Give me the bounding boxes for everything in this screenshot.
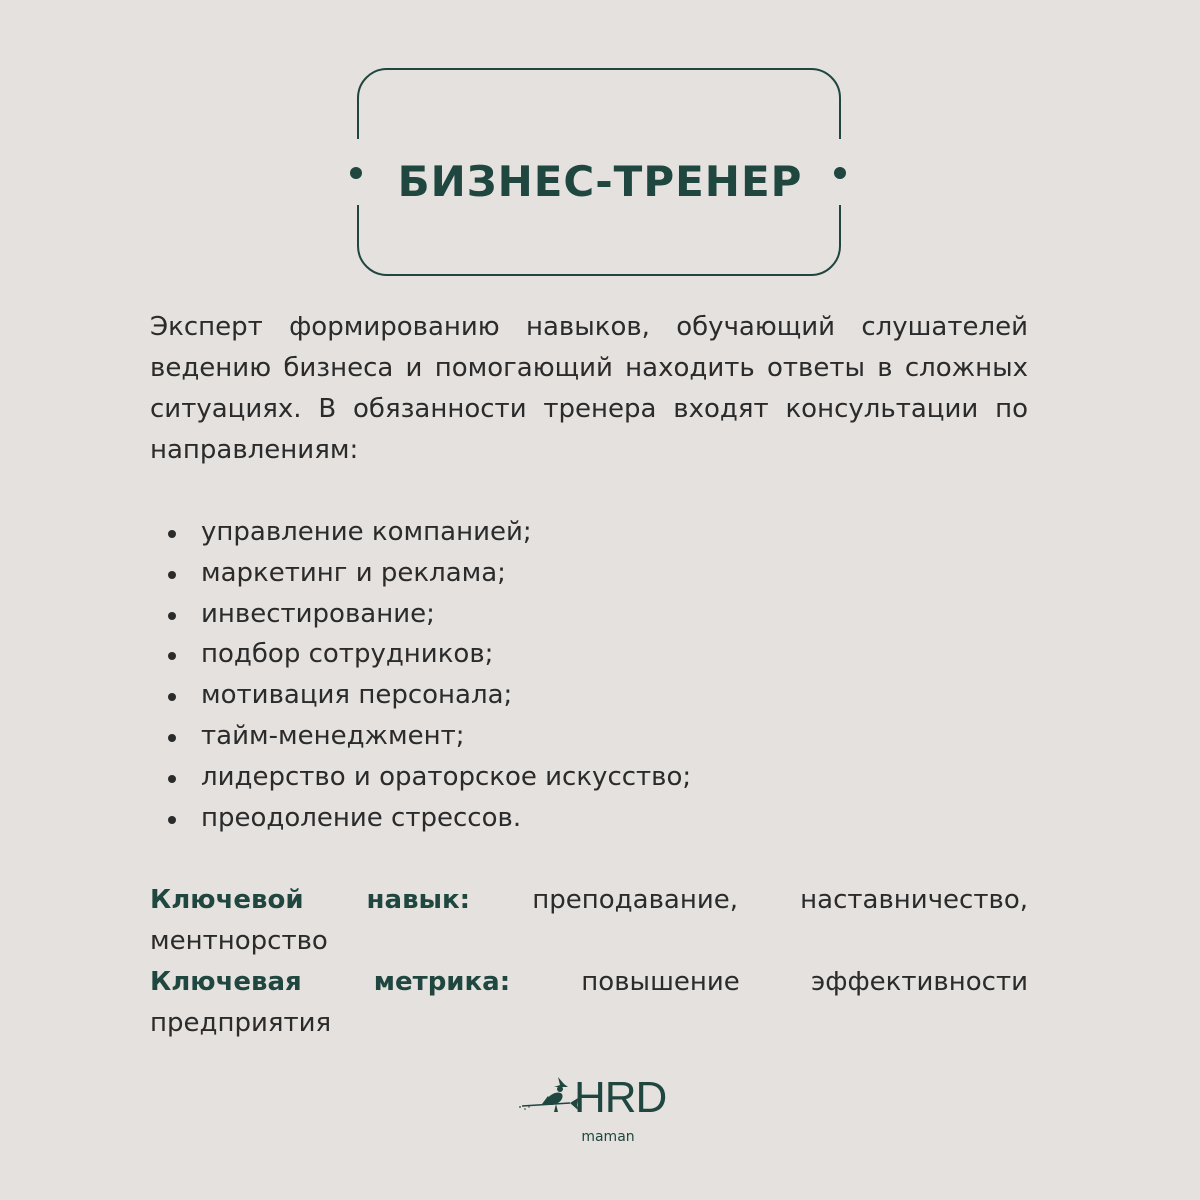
frame-dot-right bbox=[834, 167, 846, 179]
list-item bbox=[150, 757, 1028, 798]
frame-dot-left bbox=[350, 167, 362, 179]
list-item-text: подбор сотрудников; bbox=[201, 639, 494, 670]
logo-text: HRD bbox=[574, 1073, 667, 1122]
page-title: БИЗНЕС-ТРЕНЕР bbox=[397, 157, 803, 206]
key-skill-text: преподавание, наставничество, ментнорство bbox=[150, 885, 1028, 956]
list-item-text: преодоление стрессов. bbox=[201, 802, 522, 833]
bullet-icon bbox=[168, 530, 176, 538]
list-item bbox=[150, 553, 1028, 594]
key-metric-label: Ключевая метрика: bbox=[150, 967, 511, 997]
bullet-icon bbox=[168, 652, 176, 660]
list-item-text: управление компанией; bbox=[201, 517, 532, 547]
bullet-icon bbox=[168, 734, 176, 742]
bullet-icon bbox=[168, 816, 176, 824]
list-item bbox=[150, 675, 1028, 716]
brand-logo bbox=[518, 1074, 678, 1154]
bullet-icon bbox=[168, 571, 176, 579]
list-item bbox=[150, 798, 1028, 839]
list-item bbox=[150, 512, 1028, 553]
key-skill bbox=[150, 880, 1028, 962]
list-item bbox=[150, 594, 1028, 635]
list-item bbox=[150, 716, 1028, 757]
witch-on-broom-icon bbox=[518, 1076, 578, 1120]
list-item-text: тайм-менеджмент; bbox=[201, 720, 465, 751]
key-skill-label: Ключевой навык: bbox=[150, 885, 471, 915]
list-item-text: мотивация персонала; bbox=[201, 680, 513, 711]
intro-paragraph: Эксперт формированию навыков, обучающий слушателей ведению бизнеса и помогающий находить ответы в сложных ситуациях. В обязанности тренера входят консультации по направлениям: bbox=[150, 312, 1028, 465]
list-item bbox=[150, 634, 1028, 675]
list-item-text: лидерство и ораторское искусство; bbox=[201, 761, 692, 792]
bullet-icon bbox=[168, 693, 176, 701]
bullet-icon bbox=[168, 612, 176, 620]
logo-subtext: maman bbox=[581, 1129, 635, 1145]
bullet-icon bbox=[168, 775, 176, 783]
responsibility-list bbox=[150, 512, 1028, 838]
key-metric bbox=[150, 962, 1028, 1044]
key-metric-text: повышение эффективности предприятия bbox=[150, 967, 1028, 1038]
list-item-text: инвестирование; bbox=[201, 598, 435, 629]
list-item-text: маркетинг и реклама; bbox=[201, 557, 506, 588]
